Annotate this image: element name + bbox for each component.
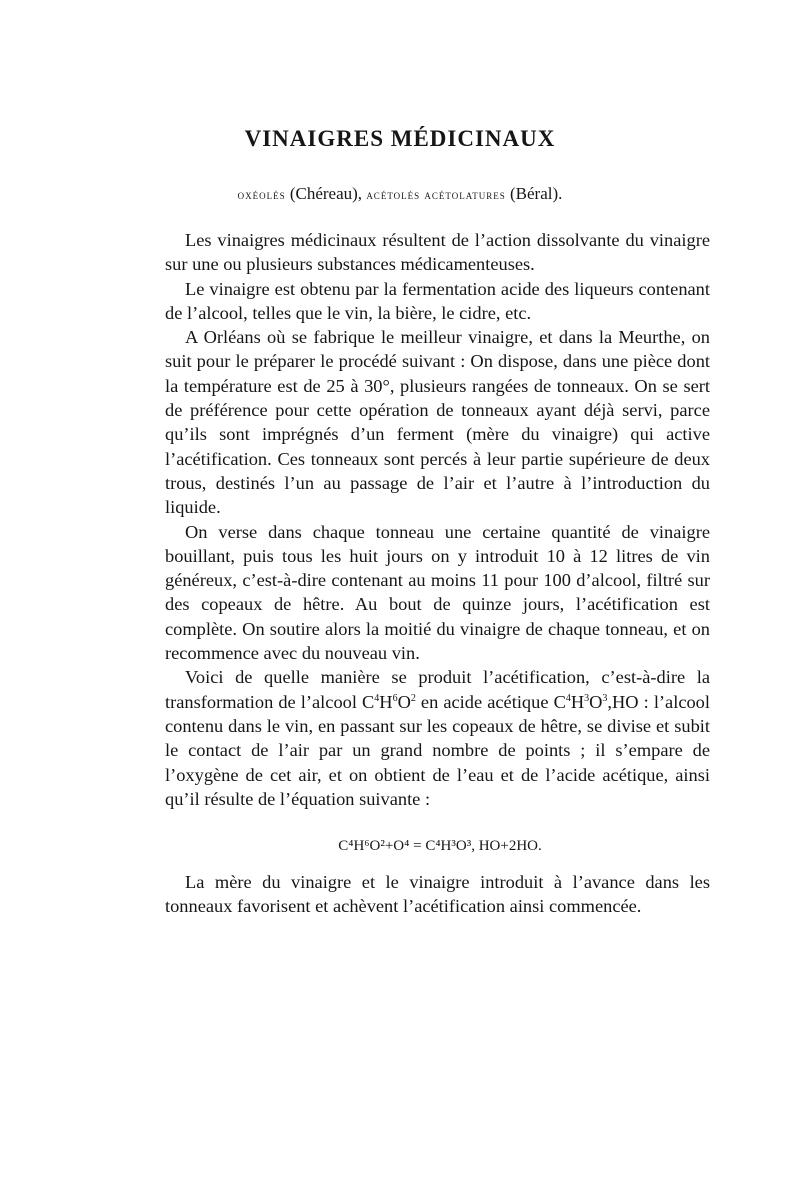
formula-acetic-acid: $C^4H^3O^3$	[553, 691, 608, 712]
paragraph-5-text-c: ,HO : l’alcool contenu dans le vin, en passant sur les copeaux de hêtre, se divise et subit le contact de l’air par un grand nombre de points ; il s’empare de l’oxygène de cet air, et on obtient de l’eau et de l’acide acétique, ainsi qu’il résulte de l’équation suivante :	[165, 691, 710, 809]
paragraph-3: A Orléans où se fabrique le meilleur vinaigre, et dans la Meurthe, on suit pour le préparer le procédé suivant : On dispose, dans une pièce dont la température est de 25 à 30°, plusieurs rangées de tonneaux. On se sert de préférence pour cette opération de tonneaux ayant déjà servi, parce qu’ils sont imprégnés d’un ferment (mère du vinaigre) qui active l’acétification. Ces tonneaux sont percés à leur partie supérieure de deux trous, destinés l’un au passage de l’air et l’autre à l’introduction du liquide.	[165, 327, 710, 518]
formula-alcohol: $C^4H^6O^2$	[362, 691, 416, 712]
paragraph-2: Le vinaigre est obtenu par la fermentation acide des liqueurs contenant de l’alcool, telles que le vin, la bière, le cidre, etc.	[165, 278, 710, 323]
subtitle-author-beral: (Béral).	[510, 184, 563, 203]
body-text-after-equation	[165, 870, 710, 919]
body-text	[165, 228, 710, 811]
paragraph-5	[165, 665, 710, 811]
chemical-equation: C⁴H⁶O²+O⁴ = C⁴H³O³, HO+2HO.	[338, 838, 542, 854]
paragraph-5-text-b: en acide acétique	[415, 691, 554, 712]
paragraph-1: Les vinaigres médicinaux résultent de l’action dissolvante du vinaigre sur une ou plusieurs substances médicamenteuses.	[165, 230, 710, 275]
subtitle-term-oxeoles: oxéolés	[237, 187, 286, 202]
paragraph-6: La mère du vinaigre et le vinaigre introduit à l’avance dans les tonneaux favorisent et achèvent l’acétification ainsi commencée.	[165, 872, 710, 917]
subtitle-author-chereau: (Chéreau),	[289, 184, 363, 203]
subtitle-term-acetolatures: acétolatures	[424, 187, 506, 202]
page-title: VINAIGRES MÉDICINAUX	[244, 126, 556, 151]
subtitle-term-acetoles: acétolés	[366, 187, 421, 202]
page-subtitle	[0, 184, 800, 204]
paragraph-4: On verse dans chaque tonneau une certaine quantité de vinaigre bouillant, puis tous les huit jours on y introduit 10 à 12 litres de vin généreux, c’est-à-dire contenant au moins 11 pour 100 d’alcool, filtré sur des copeaux de hêtre. Au bout de quinze jours, l’acétification est complète. On soutire alors la moitié du vinaigre de chaque tonneau, et on recommence avec du nouveau vin.	[165, 521, 710, 664]
paragraph-5-text-a: Voici de quelle manière se produit l’acétification, c’est-à-dire la transformation de l’alcool	[165, 667, 710, 712]
